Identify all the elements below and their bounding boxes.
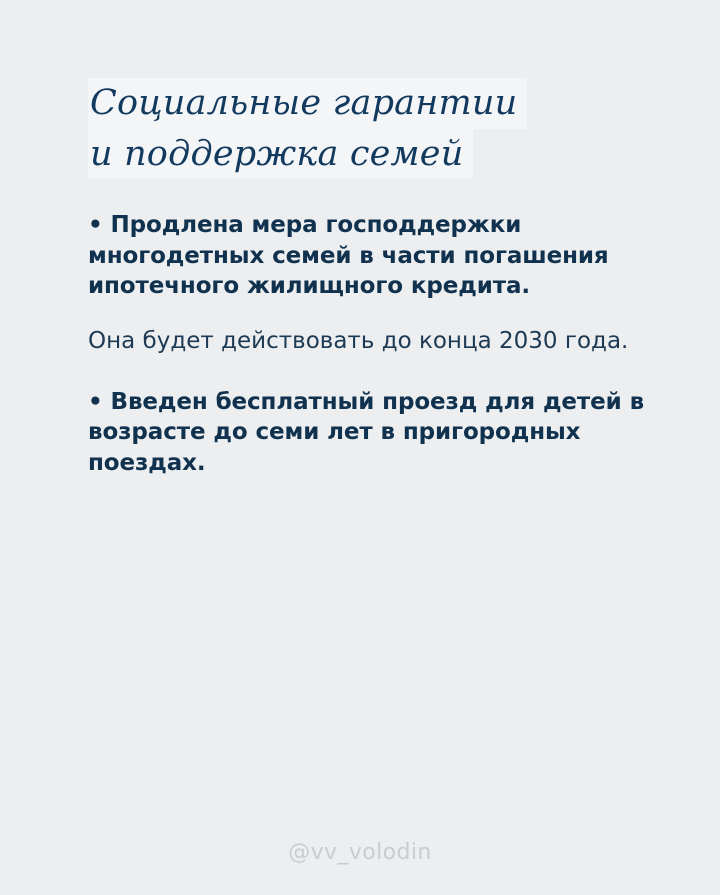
bullet-item-1: • Продлена мера господдержки многодетных семей в части погашения ипотечного жилищного кредита. xyxy=(88,212,609,300)
bullet-item-2: • Введен бесплатный проезд для детей в возрасте до семи лет в пригородных поездах. xyxy=(88,388,645,477)
page-title xyxy=(88,78,527,179)
title-line-2: и поддержка семей xyxy=(88,129,473,180)
title-line-1: Социальные гарантии xyxy=(88,78,527,129)
watermark-handle: @vv_volodin xyxy=(288,840,432,865)
content-blocks xyxy=(88,210,672,479)
paragraph-1: Она будет действовать до конца 2030 года. xyxy=(88,327,629,354)
